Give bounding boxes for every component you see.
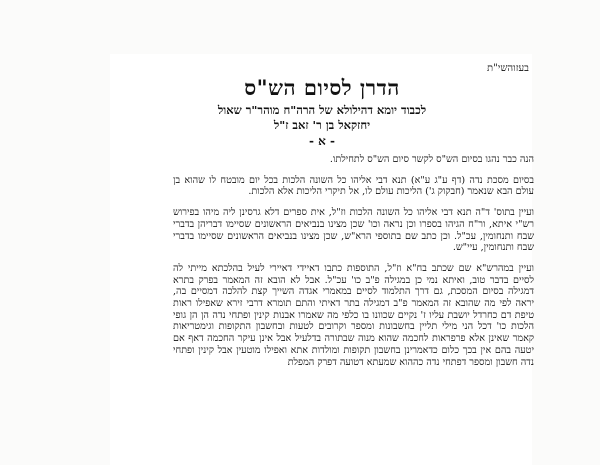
header-top-mark: בעזוהשי"ת [487, 63, 529, 74]
paragraph: בסיום מסכת נדה (דף ע"ג ע"א) תנא דבי אליהו כל השונה הלכות בכל יום מובטח לו שהוא בן עולם הבא שנאמר (חבקוק ג') הליכות עולם לו, אל תיקרי הליכות אלא הלכות. [173, 174, 534, 198]
body-text [173, 154, 534, 377]
paragraph: ועיין בתוס' ד"ה תנא דבי אליהו כל השונה הלכות וז"ל, אית ספרים דלא גרסינן ליה מיהו בפירוש רש"י איתא, ור"ח הגיהו בספרו וכן נראה וכו' שכן מצינו בנביאים הראשונים שסיימו דבריהן בדברי שבח ותנחומין, עכ"ל. וכן כתב שם בתוספי הרא"ש, שכן מצינו בנביאים הראשונים שסיימו בדברי שבח ותנחומין, עיי"ש. [173, 207, 534, 254]
subtitle-line-1: לכבוד יומא דהילולא של הרה"ח מוהר"ר שאול [217, 103, 427, 117]
paragraph: הנה כבר נהגו בסיום הש"ס לקשר סיום הש"ס לתחילתו. [329, 154, 534, 165]
paragraph: ועיין במהרש"א שם שכתב בח"א וז"ל, התוספות כתבו דאיידי דאיירי לעיל בהלכתא מייתי לה לסיים בדבר טוב, ואיתא נמי כן במגילה פ"ב כו' עכ"ל. אבל לא הובא זה המאמר בפרק בתרא דמגילה בסיום המסכת, גם דרך התלמוד לסיים במאמרי אגדה השייך קצת להלכה דמסיים בה, יראה לפי מה שהובא זה המאמר פ"ב דמגילה בתר דאיתי והתם תומרא דרבי זירא שאפילו ראות טיפת דם כחרדל יושבת עליו ז' נקיים שכוונו בו כלפי מה שאמרו אבנות קינין ופתחי נדה הן הן גופי הלכות כו' דכל הני מילי תליין בחשבונות ומספר וקרובים לטעות ובחשבון התקופות וגימטריאות קאמר שאינן אלא פרפראות לחכמה שהוא מנוה שבתורה בדלעיל אבל אינן עיקר החכמה דאף אם יטעה בהם אין בכך כלום כדאמרינן בחשבון תקופות ומולדות אתא ואפילו מוטעין אבל קינין ופתחי נדה חשבון ומספר דפתחי נדה כההוא שמעתא דטועה דפרק המפלת [173, 262, 534, 368]
subtitle-line-2: יחזקאל בן ר' זאב ז"ל [273, 118, 371, 132]
page-title: הדרן לסיום הש"ס [244, 75, 400, 100]
section-mark: - א - [308, 134, 336, 148]
